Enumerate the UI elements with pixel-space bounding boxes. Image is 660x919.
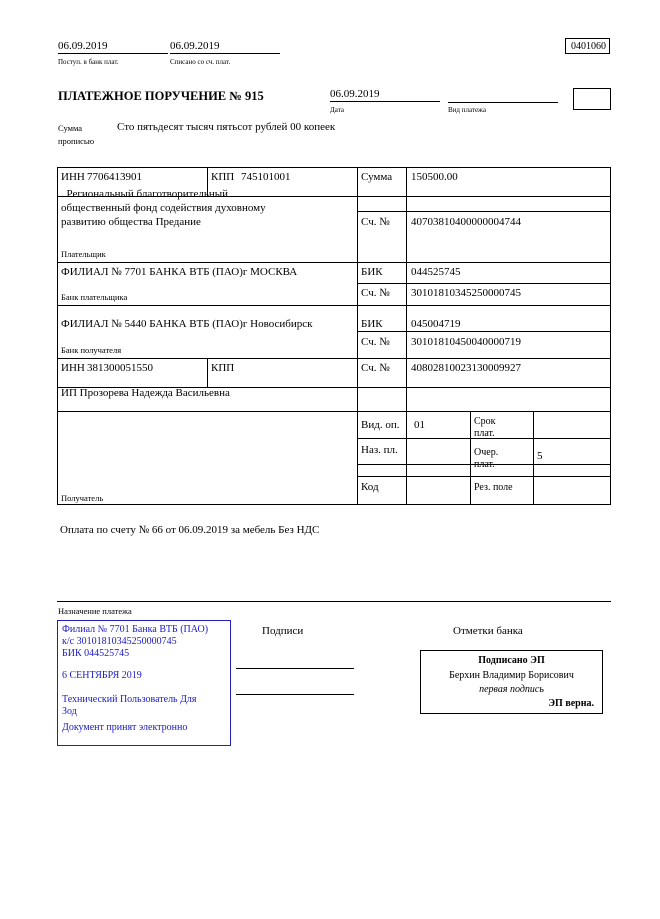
payment-kind-label: Вид платежа <box>448 106 487 114</box>
payment-priority-label-1: Очер. <box>474 447 499 458</box>
payee-bank-role-label: Банк получателя <box>61 345 122 355</box>
hline-summa-bottom <box>357 211 611 212</box>
vline-op-mid <box>470 411 471 505</box>
payer-kpp-value: 745101001 <box>241 171 291 183</box>
vline-summa-label <box>406 167 407 211</box>
vline-right-column <box>357 167 358 505</box>
page-title: ПЛАТЕЖНОЕ ПОРУЧЕНИЕ № 915 <box>58 89 264 103</box>
document-date-label: Дата <box>330 106 344 114</box>
payer-account-label: Сч. № <box>361 216 390 228</box>
vline-account-label-payee <box>406 358 407 411</box>
payee-inn-label: ИНН <box>61 362 85 374</box>
hline-payer-bank <box>57 305 611 306</box>
payer-role-label: Плательщик <box>61 249 106 259</box>
payment-priority-value: 5 <box>537 450 543 462</box>
payer-kpp-label: КПП <box>211 171 235 183</box>
payment-purpose-code-label: Наз. пл. <box>361 444 398 456</box>
payee-name: ИП Прозорева Надежда Васильевна <box>61 387 230 399</box>
vline-op-labels <box>406 411 407 505</box>
payment-kind-line <box>448 101 558 103</box>
payer-name-line-3: развитию общества Предание <box>61 216 201 228</box>
payer-bank-account-label: Сч. № <box>361 287 390 299</box>
vline-payee-kpp <box>207 358 208 387</box>
amount-in-words-label-1: Сумма <box>58 123 83 133</box>
stamp-operator-line-1: Технический Пользователь Для <box>62 694 197 705</box>
bank-marks-label: Отметки банка <box>453 625 523 637</box>
electronic-signature-stamp <box>420 650 603 714</box>
operation-type-label: Вид. оп. <box>361 419 400 431</box>
hline-payee-bank <box>57 358 611 359</box>
payer-bank-role-label: Банк плательщика <box>61 292 128 302</box>
payer-bank-bik-value: 044525745 <box>411 266 461 278</box>
stamp-bank-name: Филиал № 7701 Банка ВТБ (ПАО) <box>62 624 209 635</box>
payer-bank-account-value: 30101810345250000745 <box>411 287 521 299</box>
payee-bank-account-value: 30101810450040000719 <box>411 336 521 348</box>
amount-in-words-label-2: прописью <box>58 136 95 146</box>
payment-term-label-2: плат. <box>474 428 495 439</box>
hline-payer-name <box>57 262 611 263</box>
amount-value: 150500.00 <box>411 171 458 183</box>
hline-payee-name <box>57 411 611 412</box>
hline-purpose-bottom <box>57 601 611 602</box>
payer-inn-label: ИНН <box>61 171 85 183</box>
signature-line-2 <box>236 694 354 695</box>
operation-type-value: 01 <box>414 419 425 431</box>
stamp-accepted-note: Документ принят электронно <box>62 722 188 733</box>
payee-role-label: Получатель <box>61 493 104 503</box>
payer-account-value: 40703810400000004744 <box>411 216 521 228</box>
ep-valid-label: ЭП верна. <box>548 698 594 709</box>
hline-bik-payer <box>357 283 611 284</box>
payment-purpose-label: Назначение платежа <box>58 606 132 616</box>
payee-bank-account-label: Сч. № <box>361 336 390 348</box>
received-by-bank-date: 06.09.2019 <box>58 40 168 54</box>
payment-kind-box <box>573 88 611 110</box>
bank-electronic-stamp <box>57 620 231 746</box>
stamp-corr-account: к/с 30101810345250000745 <box>62 636 177 647</box>
payer-name-line-2: общественный фонд содействия духовному <box>61 202 266 214</box>
payee-kpp-label: КПП <box>211 362 235 374</box>
debited-from-account-date: 06.09.2019 <box>170 40 280 54</box>
payee-bank-name: ФИЛИАЛ № 5440 БАНКА ВТБ (ПАО)г Новосибирск <box>61 318 313 330</box>
code-label: Код <box>361 481 379 493</box>
payee-account-label: Сч. № <box>361 362 390 374</box>
document-date-value: 06.09.2019 <box>330 88 440 102</box>
signatures-label: Подписи <box>262 625 304 637</box>
form-code-value: 0401060 <box>571 41 606 52</box>
reserve-field-label: Рез. поле <box>474 482 513 493</box>
stamp-bik: БИК 044525745 <box>62 648 130 659</box>
payee-bank-bik-label: БИК <box>361 318 383 330</box>
form-code-box <box>565 38 610 54</box>
payer-bank-name: ФИЛИАЛ № 7701 БАНКА ВТБ (ПАО)г МОСКВА <box>61 266 298 278</box>
signature-line-1 <box>236 668 354 669</box>
hline-ocher <box>357 476 611 477</box>
hline-bik-payee <box>357 331 611 332</box>
vline-op-right <box>533 411 534 505</box>
payee-bank-bik-value: 045004719 <box>411 318 461 330</box>
received-by-bank-label: Поступ. в банк плат. <box>58 58 119 66</box>
debited-from-account-label: Списано со сч. плат. <box>170 58 231 66</box>
amount-label: Сумма <box>361 171 393 183</box>
ep-signer-name: Берхин Владимир Борисович <box>449 670 574 681</box>
payment-priority-label-2: плат. <box>474 459 495 470</box>
stamp-date: 6 СЕНТЯБРЯ 2019 <box>62 670 142 681</box>
stamp-operator-line-2: Зод <box>62 706 77 717</box>
payee-inn-value: 381300051550 <box>87 362 153 374</box>
payment-term-label-1: Срок <box>474 416 496 427</box>
ep-signature-order: первая подпись <box>479 684 544 695</box>
payment-purpose-text: Оплата по счету № 66 от 06.09.2019 за мебель Без НДС <box>60 524 320 536</box>
payer-bank-bik-label: БИК <box>361 266 383 278</box>
ep-signed-label: Подписано ЭП <box>478 655 545 666</box>
vline-account-label-payer <box>406 211 407 262</box>
payer-name-line-1: . Региональный благотворительный <box>61 188 228 200</box>
vline-bik-label <box>406 262 407 358</box>
payer-inn-value: 7706413901 <box>87 171 142 183</box>
amount-in-words-value: Сто пятьдесят тысяч пятьсот рублей 00 копеек <box>117 121 336 133</box>
payee-account-value: 40802810023130009927 <box>411 362 521 374</box>
